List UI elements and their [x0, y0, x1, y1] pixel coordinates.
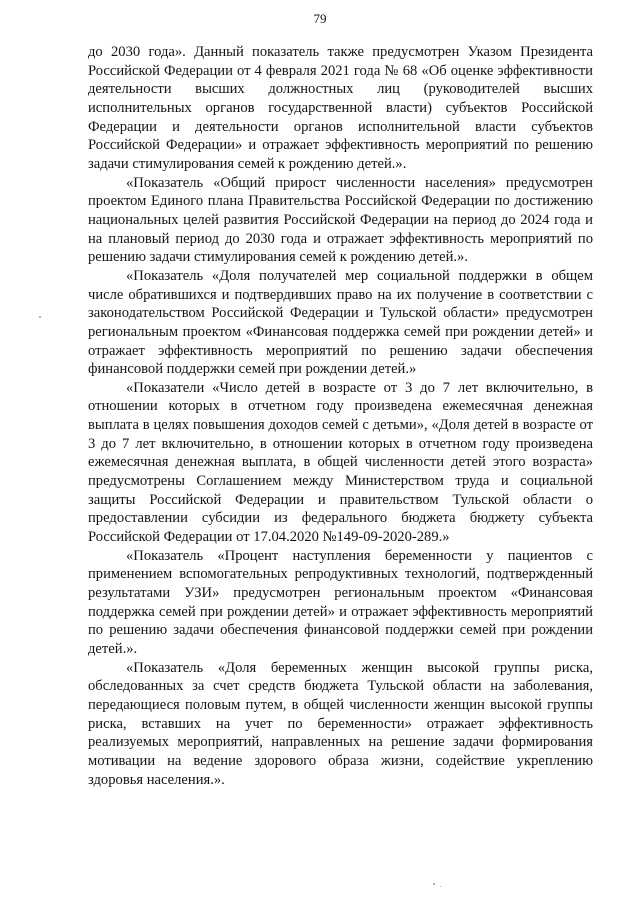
paragraph-pregnancy-rate: «Показатель «Процент наступления беременности у пациентов с применением вспомогательных репродуктивных технологий, подтвержденный результатами УЗИ» предусмотрен региональным проектом «Финансовая поддержка семей при рождении детей» и отражает эффективность мероприятий по решению задачи обеспечения финансовой поддержки семей при рождении детей.». [88, 547, 593, 657]
body-text [88, 43, 593, 789]
scan-speck [39, 316, 41, 318]
scan-speck [440, 886, 441, 887]
paragraph-high-risk-pregnant: «Показатель «Доля беременных женщин высокой группы риска, обследованных за счет средств бюджета Тульской области на заболевания, передающиеся половым путем, в общей численности женщин высокой группы риска, вставших на учет по беременности» отражает эффективность реализуемых мероприятий, направленных на решение задачи формирования мотивации на ведение здорового образа жизни, содействие укреплению здоровья населения.». [88, 659, 593, 788]
page-number: 79 [313, 11, 327, 26]
paragraph-children-3-7: «Показатели «Число детей в возрасте от 3 до 7 лет включительно, в отношении которых в отчетном году произведена ежемесячная денежная выплата в целях повышения доходов семей с детьми», «Доля детей в возрасте от 3 до 7 лет включительно, в отношении которых в отчетном году произведена ежемесячная денежная выплата, в общей численности детей этого возраста» предусмотрены Соглашением между Министерством труда и социальной защиты Российской Федерации и правительством Тульской области о предоставлении субсидии из федерального бюджета бюджету субъекта Российской Федерации от 17.04.2020 №149-09-2020-289.» [88, 379, 593, 546]
paragraph-continuation: до 2030 года». Данный показатель также предусмотрен Указом Президента Российской Федерации от 4 февраля 2021 года № 68 «Об оценке эффективности деятельности высших должностных лиц (руководителей высших исполнительных органов государственной власти) субъектов Российской Федерации и деятельности органов исполнительной власти субъектов Российской Федерации» и отражает эффективность мероприятий по решению задачи стимулирования семей к рождению детей.». [88, 44, 593, 172]
paragraph-social-support: «Показатель «Доля получателей мер социальной поддержки в общем числе обратившихся и подтвердивших право на их получение в соответствии с законодательством Российской Федерации и Тульской области» предусмотрен региональным проектом «Финансовая поддержка семей при рождении детей» и отражает эффективность мероприятий по решению задачи обеспечения финансовой поддержки семей при рождении детей.» [88, 267, 593, 378]
scan-speck [433, 883, 435, 885]
paragraph-population-growth: «Показатель «Общий прирост численности населения» предусмотрен проектом Единого плана Правительства Российской Федерации по достижению национальных целей развития Российской Федерации на период до 2024 года и на плановый период до 2030 года и отражает эффективность мероприятий по решению задачи стимулирования семей к рождению детей.». [88, 174, 593, 266]
